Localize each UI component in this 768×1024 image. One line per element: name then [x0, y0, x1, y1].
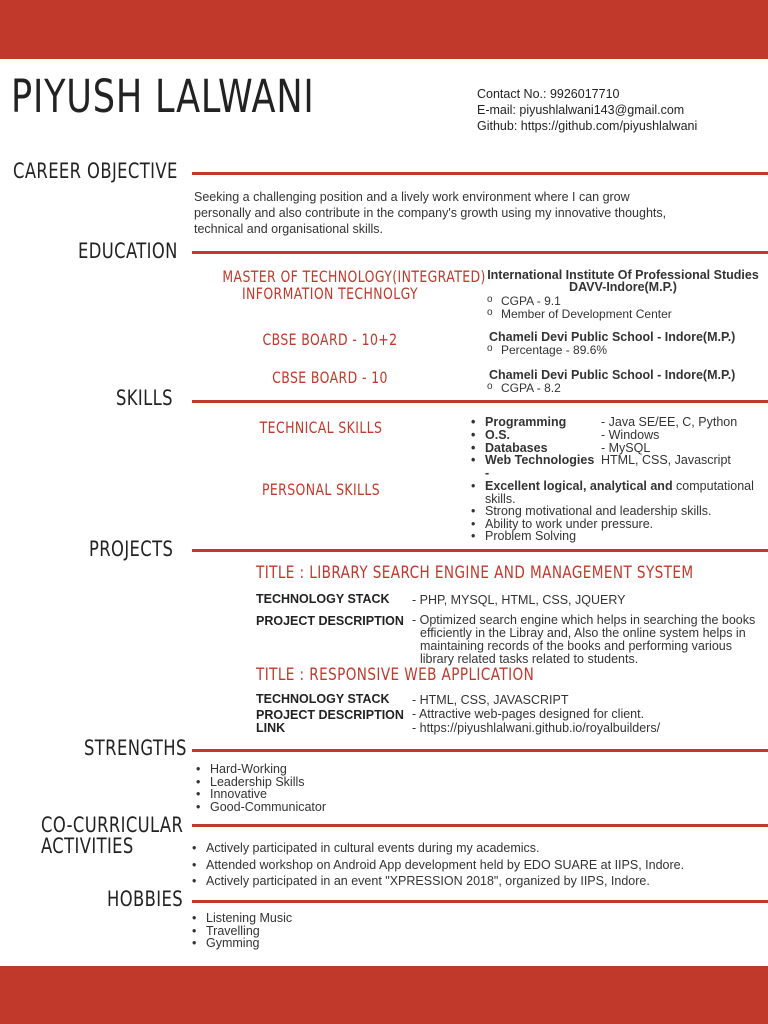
heading-career-objective: CAREER OBJECTIVE — [13, 159, 178, 183]
skill-value: - Java SE/EE, C, Python — [601, 415, 738, 429]
contact-phone: Contact No.: 9926017710 — [477, 87, 620, 101]
heading-line: CO-CURRICULAR — [41, 813, 184, 837]
strengths-list — [194, 763, 326, 813]
list-item: • Actively participated in cultural events during my academics. — [190, 840, 684, 857]
skill-row — [469, 429, 737, 442]
skill-value: HTML, CSS, Javascript — [601, 453, 731, 468]
technical-skills-label: TECHNICAL SKILLS — [259, 418, 383, 437]
edu-institute-iips — [478, 269, 768, 294]
degree-line: INFORMATION TECHNOLGY — [241, 284, 419, 303]
rule-career — [192, 172, 768, 175]
career-line: Seeking a challenging position and a lively work environment where I can grow — [194, 190, 630, 204]
edu-degree-mtech — [222, 267, 486, 303]
list-item: o CGPA - 9.1 — [483, 295, 672, 308]
project-stack-label: TECHNOLOGY STACK — [256, 592, 390, 606]
edu-institute-12: Chameli Devi Public School - Indore(M.P.) — [489, 330, 736, 344]
list-item: • Hard-Working — [194, 763, 326, 776]
desc-line: - Optimized search engine which helps in searching the books — [412, 613, 756, 627]
heading-cocurricular — [41, 815, 183, 857]
candidate-name: PIYUSH LALWANI — [11, 70, 315, 123]
list-item: • Ability to work under pressure. — [469, 518, 768, 531]
list-item: • Problem Solving — [469, 530, 768, 543]
project-link-label: LINK — [256, 721, 286, 735]
skill-row — [469, 454, 737, 480]
rule-projects — [192, 549, 768, 552]
desc-line: efficiently in the Libray and, Also the online system helps in — [420, 626, 746, 640]
edu-degree-12: CBSE BOARD - 10+2 — [262, 330, 398, 349]
footer-band — [0, 966, 768, 1024]
heading-strengths: STRENGTHS — [84, 736, 187, 760]
list-item: o Member of Development Center — [483, 308, 672, 321]
list-item: • Gymming — [190, 937, 292, 950]
project-desc-label: PROJECT DESCRIPTION — [256, 708, 404, 722]
list-item: • Innovative — [194, 788, 326, 801]
contact-github[interactable]: Github: https://github.com/piyushlalwani — [477, 119, 698, 133]
degree-line: MASTER OF TECHNOLOGY(INTEGRATED) — [222, 267, 486, 286]
project-stack-value: - PHP, MYSQL, HTML, CSS, JQUERY — [412, 593, 626, 607]
desc-line: maintaining records of the books and performing various — [420, 639, 732, 653]
contact-block — [477, 86, 697, 134]
institute-line: International Institute Of Professional Studies — [487, 268, 759, 282]
project-desc-value — [412, 614, 768, 666]
rule-skills — [192, 400, 768, 403]
skill-key: • Databases — [469, 442, 601, 455]
skill-key: • Programming — [469, 416, 601, 429]
heading-projects: PROJECTS — [89, 537, 174, 561]
header-band — [0, 0, 768, 59]
skill-row — [469, 416, 737, 429]
list-item: • Attended workshop on Android App development held by EDO SUARE at IIPS, Indore. — [190, 857, 684, 874]
personal-skills-list — [469, 480, 768, 543]
edu-institute-10: Chameli Devi Public School - Indore(M.P.) — [489, 368, 736, 382]
career-objective-text — [194, 189, 666, 237]
edu-details-12 — [483, 344, 607, 357]
rule-strengths — [192, 749, 768, 752]
cocurricular-list — [190, 840, 684, 890]
technical-skills-list — [469, 416, 737, 480]
institute-line: DAVV-Indore(M.P.) — [569, 280, 677, 294]
rule-education — [192, 251, 768, 254]
project-title-library: TITLE : LIBRARY SEARCH ENGINE AND MANAGEMENT SYSTEM — [256, 563, 694, 583]
list-item: • Good-Communicator — [194, 801, 326, 814]
project-title-responsive: TITLE : RESPONSIVE WEB APPLICATION — [256, 665, 535, 685]
list-item: • Strong motivational and leadership skills. — [469, 505, 768, 518]
contact-email[interactable]: E-mail: piyushlalwani143@gmail.com — [477, 103, 685, 117]
list-item: o CGPA - 8.2 — [483, 382, 561, 395]
desc-line: library related tasks related to students. — [420, 652, 639, 666]
heading-education: EDUCATION — [78, 239, 178, 263]
list-item: • Listening Music — [190, 912, 292, 925]
list-item: • Travelling — [190, 925, 292, 938]
heading-hobbies: HOBBIES — [107, 887, 184, 911]
project-stack-value: - HTML, CSS, JAVASCRIPT — [412, 693, 569, 707]
career-line: technical and organisational skills. — [194, 222, 383, 236]
edu-details-mtech — [483, 295, 672, 320]
rule-hobbies — [192, 900, 768, 903]
list-item: • Actively participated in an event "XPRESSION 2018", organized by IIPS, Indore. — [190, 873, 684, 890]
career-line: personally and also contribute in the company's growth using my innovative thoughts, — [194, 206, 667, 220]
heading-skills: SKILLS — [116, 386, 173, 410]
heading-line: ACTIVITIES — [41, 834, 134, 858]
list-item: • Excellent logical, analytical and computational skills. — [469, 480, 768, 505]
skill-value: - MySQL — [601, 440, 651, 455]
list-item: o Percentage - 89.6% — [483, 344, 607, 357]
edu-details-10 — [483, 382, 561, 395]
skill-value: - Windows — [601, 427, 660, 442]
skill-key: • Web Technologies - — [469, 454, 601, 480]
edu-degree-10: CBSE BOARD - 10 — [272, 368, 388, 387]
project-link[interactable]: - https://piyushlalwani.github.io/royalbuilders/ — [412, 721, 661, 735]
hobbies-list — [190, 912, 292, 950]
skill-key: • O.S. — [469, 429, 601, 442]
personal-skills-label: PERSONAL SKILLS — [261, 480, 381, 499]
project-desc-value: - Attractive web-pages designed for client. — [412, 707, 645, 721]
rule-cocurricular — [192, 824, 768, 827]
project-stack-label: TECHNOLOGY STACK — [256, 692, 390, 706]
project-desc-label: PROJECT DESCRIPTION — [256, 614, 404, 628]
list-item: • Leadership Skills — [194, 776, 326, 789]
